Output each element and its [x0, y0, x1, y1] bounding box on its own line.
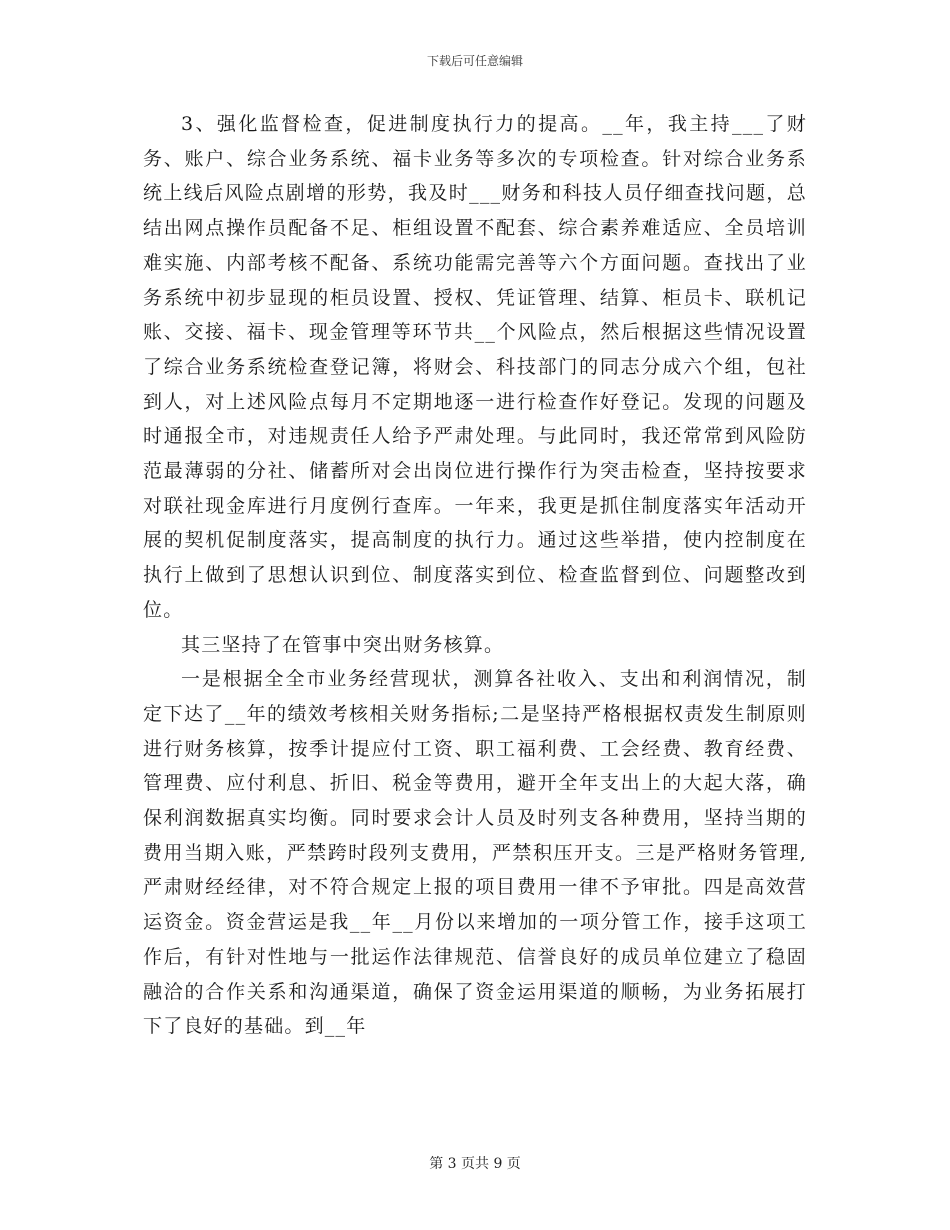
- page-number: 第 3 页共 9 页: [429, 1156, 521, 1172]
- paragraph-finance-details: 一是根据全全市业务经营现状，测算各社收入、支出和利润情况，制定下达了__年的绩效考核相关财务指标;二是坚持严格根据权责发生制原则进行财务核算，按季计提应付工资、职工福利费、工会经费、教育经费、管理费、应付利息、折旧、税金等费用，避开全年支出上的大起大落，确保利润数据真实均衡。同时要求会计人员及时列支各种费用，坚持当期的费用当期入账，严禁跨时段列支费用，严禁积压开支。三是严格财务管理,严肃财经经律，对不符合规定上报的项目费用一律不予审批。四是高效营运资金。资金营运是我__年__月份以来增加的一项分管工作，接手这项工作后，有针对性地与一批运作法律规范、信誉良好的成员单位建立了稳固融洽的合作关系和沟通渠道，确保了资金运用渠道的顺畅，为业务拓展打下了良好的基础。到__年: [143, 668, 807, 1038]
- document-body: [143, 107, 807, 1044]
- paragraph-supervision: 3、强化监督检查，促进制度执行力的提高。__年，我主持___了财务、账户、综合业务系统、福卡业务等多次的专项检查。针对综合业务系统上线后风险点剧增的形势，我及时___财务和科技人员仔细查找问题，总结出网点操作员配备不足、柜组设置不配套、综合素养难适应、全员培训难实施、内部考核不配备、系统功能需完善等六个方面问题。查找出了业务系统中初步显现的柜员设置、授权、凭证管理、结算、柜员卡、联机记账、交接、福卡、现金管理等环节共__个风险点，然后根据这些情况设置了综合业务系统检查登记簿，将财会、科技部门的同志分成六个组，包社到人，对上述风险点每月不定期地逐一进行检查作好登记。发现的问题及时通报全市，对违规责任人给予严肃处理。与此同时，我还常常到风险防范最薄弱的分社、储蓄所对会出岗位进行操作行为突击检查，坚持按要求对联社现金库进行月度例行查库。一年来，我更是抓住制度落实年活动开展的契机促制度落实，提高制度的执行力。通过这些举措，使内控制度在执行上做到了思想认识到位、制度落实到位、检查监督到位、问题整改到位。: [143, 113, 807, 621]
- page-header: 下载后可任意编辑: [426, 54, 523, 68]
- paragraph-heading-finance: 其三坚持了在管事中突出财务核算。: [181, 633, 505, 656]
